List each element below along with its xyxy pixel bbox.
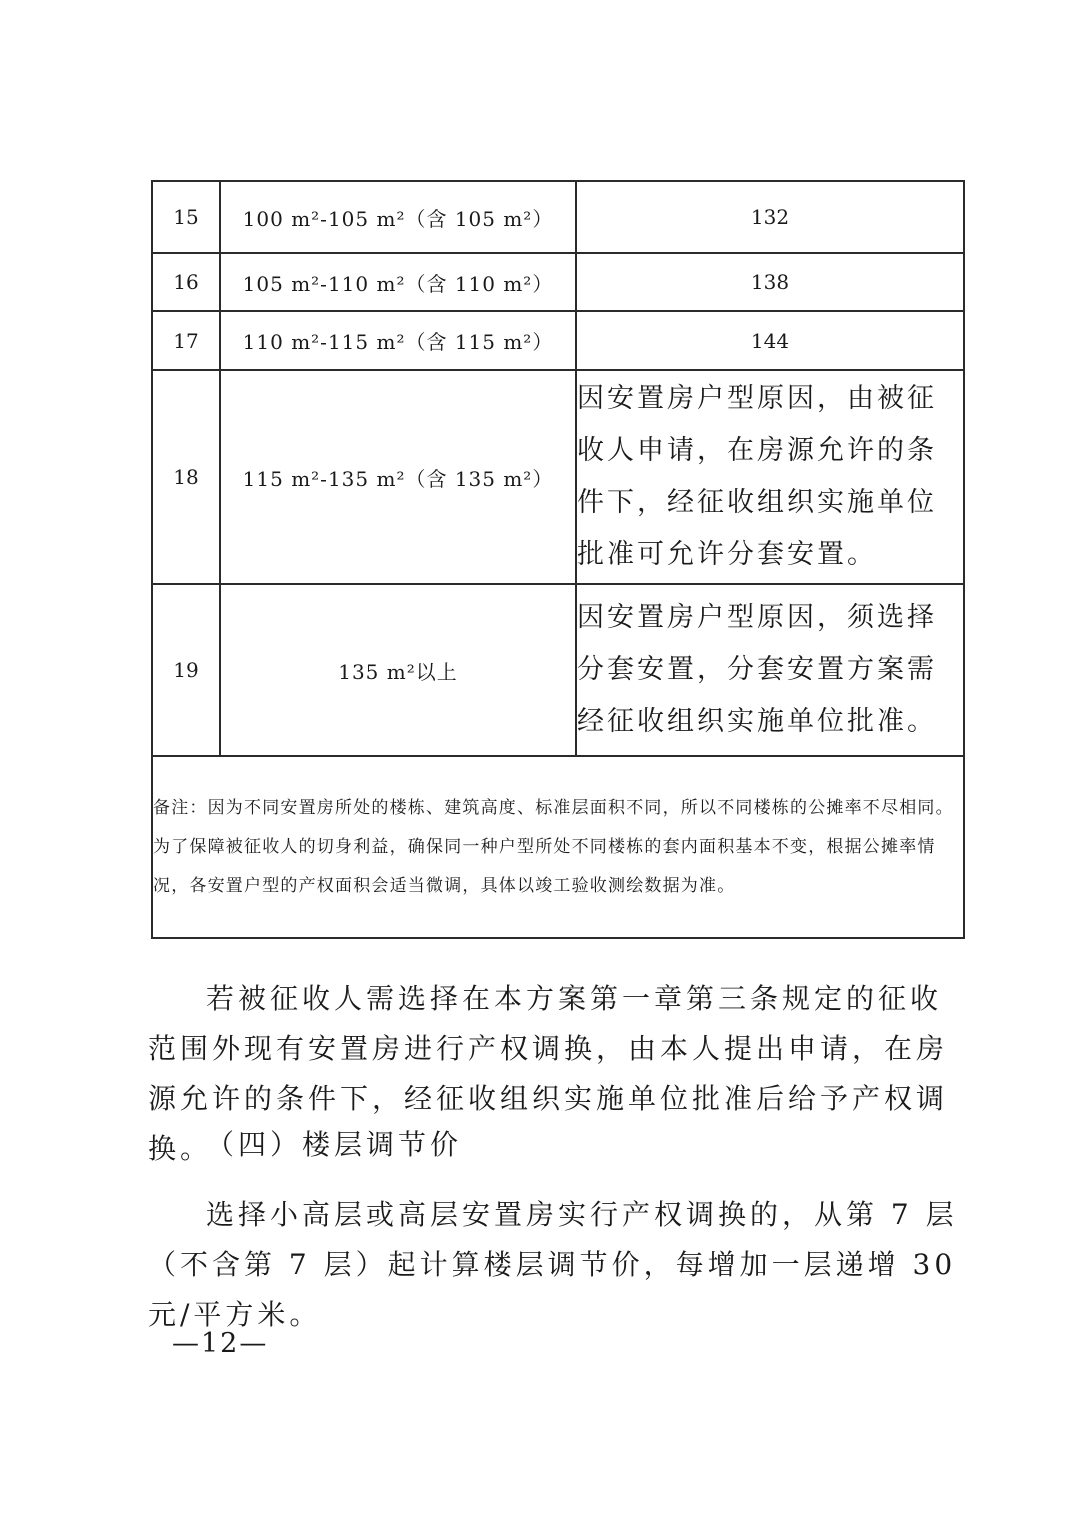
row-value: 132 (576, 181, 964, 253)
note-row (152, 756, 964, 938)
area-range: 110 m²-115 m²（含 115 m²） (220, 311, 576, 370)
paragraph-property-exchange: 若被征收人需选择在本方案第一章第三条规定的征收范围外现有安置房进行产权调换，由本人提出申请，在房源允许的条件下，经征收组织实施单位批准后给予产权调换。 (148, 982, 949, 1165)
page-number: —12— (172, 1328, 269, 1359)
table-row (152, 253, 964, 311)
row-remark: 因安置房户型原因，须选择分套安置，分套安置方案需经征收组织实施单位批准。 (576, 584, 964, 756)
table-row (152, 370, 964, 584)
paragraph-floor-price: 选择小高层或高层安置房实行产权调换的，从第 7 层（不含第 7 层）起计算楼层调节价，每增加一层递增 30 元/平方米。 (148, 1198, 958, 1331)
area-range: 105 m²-110 m²（含 110 m²） (220, 253, 576, 311)
row-number: 19 (152, 584, 220, 756)
table-row (152, 311, 964, 370)
row-number: 16 (152, 253, 220, 311)
table-row (152, 584, 964, 756)
row-remark: 因安置房户型原因，由被征收人申请，在房源允许的条件下，经征收组织实施单位批准可允许分套安置。 (576, 370, 964, 584)
row-number: 17 (152, 311, 220, 370)
row-value: 138 (576, 253, 964, 311)
table-row (152, 181, 964, 253)
area-range: 100 m²-105 m²（含 105 m²） (220, 181, 576, 253)
resettlement-area-table (151, 180, 965, 939)
area-range: 115 m²-135 m²（含 135 m²） (220, 370, 576, 584)
row-value: 144 (576, 311, 964, 370)
table-note: 备注：因为不同安置房所处的楼栋、建筑高度、标准层面积不同，所以不同楼栋的公摊率不尽相同。为了保障被征收人的切身利益，确保同一种户型所处不同楼栋的套内面积基本不变，根据公摊率情况，各安置户型的产权面积会适当微调，具体以竣工验收测绘数据为准。 (152, 756, 964, 938)
row-number: 15 (152, 181, 220, 253)
section-heading-floor-price: （四）楼层调节价 (206, 1128, 463, 1161)
area-range: 135 m²以上 (220, 584, 576, 756)
row-number: 18 (152, 370, 220, 584)
